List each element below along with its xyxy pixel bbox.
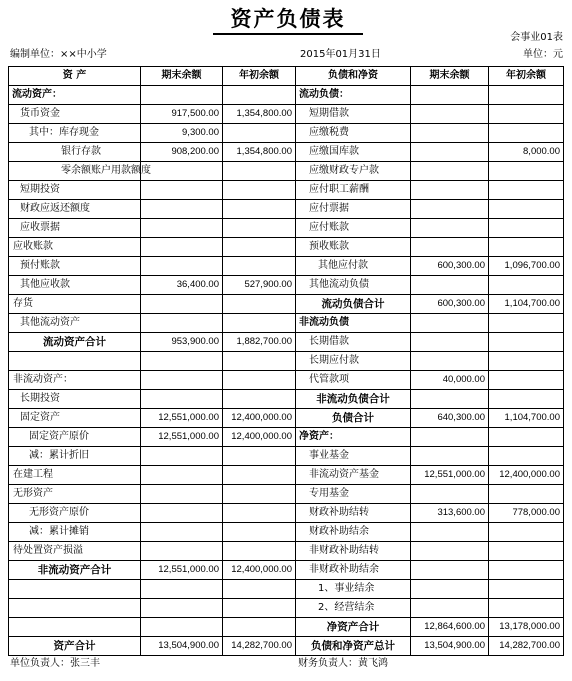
asset-label: 资产合计 — [9, 637, 141, 656]
asset-end-balance — [141, 580, 223, 599]
liability-end-balance — [411, 162, 489, 181]
asset-end-balance — [141, 371, 223, 390]
asset-begin-balance — [223, 314, 296, 333]
liability-end-balance — [411, 428, 489, 447]
table-row — [9, 352, 564, 371]
asset-label: 其他流动资产 — [9, 314, 141, 333]
liability-label: 其他流动负债 — [296, 276, 411, 295]
asset-end-balance — [141, 504, 223, 523]
asset-label: 非流动资产： — [9, 371, 141, 390]
column-header-liability-begin: 年初余额 — [489, 67, 564, 86]
asset-begin-balance: 1,354,800.00 — [223, 143, 296, 162]
asset-begin-balance: 1,882,700.00 — [223, 333, 296, 352]
liability-begin-balance — [489, 542, 564, 561]
liability-begin-balance — [489, 181, 564, 200]
liability-begin-balance — [489, 333, 564, 352]
asset-label: 存货 — [9, 295, 141, 314]
liability-label: 短期借款 — [296, 105, 411, 124]
liability-end-balance — [411, 352, 489, 371]
asset-label: 无形资产原价 — [9, 504, 141, 523]
table-row — [9, 561, 564, 580]
liability-end-balance — [411, 599, 489, 618]
asset-end-balance — [141, 295, 223, 314]
liability-end-balance: 13,504,900.00 — [411, 637, 489, 656]
asset-label: 流动资产合计 — [9, 333, 141, 352]
liability-label: 非财政补助结余 — [296, 561, 411, 580]
asset-end-balance — [141, 466, 223, 485]
liability-begin-balance — [489, 105, 564, 124]
table-row — [9, 333, 564, 352]
asset-label: 应收账款 — [9, 238, 141, 257]
liability-begin-balance — [489, 485, 564, 504]
asset-end-balance — [141, 542, 223, 561]
asset-end-balance: 36,400.00 — [141, 276, 223, 295]
asset-end-balance: 13,504,900.00 — [141, 637, 223, 656]
table-row — [9, 447, 564, 466]
balance-sheet-table — [8, 66, 564, 656]
liability-end-balance: 640,300.00 — [411, 409, 489, 428]
column-header-assets: 资 产 — [9, 67, 141, 86]
liability-label: 应缴国库款 — [296, 143, 411, 162]
liability-begin-balance — [489, 523, 564, 542]
liability-label: 流动负债： — [296, 86, 411, 105]
asset-end-balance — [141, 352, 223, 371]
table-row — [9, 523, 564, 542]
liability-label: 非流动资产基金 — [296, 466, 411, 485]
asset-label: 货币资金 — [9, 105, 141, 124]
asset-begin-balance — [223, 257, 296, 276]
asset-label — [9, 599, 141, 618]
liability-end-balance: 12,551,000.00 — [411, 466, 489, 485]
liability-label: 负债和净资产总计 — [296, 637, 411, 656]
liability-end-balance — [411, 333, 489, 352]
asset-end-balance — [141, 181, 223, 200]
liability-label: 应付职工薪酬 — [296, 181, 411, 200]
liability-label: 非流动负债 — [296, 314, 411, 333]
form-code: 会事业01表 — [510, 32, 563, 43]
liability-label: 非财政补助结转 — [296, 542, 411, 561]
column-header-asset-begin: 年初余额 — [223, 67, 296, 86]
liability-end-balance — [411, 523, 489, 542]
liability-label: 其他应付款 — [296, 257, 411, 276]
asset-label — [9, 352, 141, 371]
report-date: 2015年01月31日 — [300, 49, 381, 60]
table-row — [9, 295, 564, 314]
header-row — [9, 67, 564, 86]
asset-label: 非流动资产合计 — [9, 561, 141, 580]
asset-begin-balance — [223, 447, 296, 466]
liability-label: 财政补助结转 — [296, 504, 411, 523]
asset-end-balance — [141, 200, 223, 219]
asset-begin-balance — [223, 200, 296, 219]
asset-label: 在建工程 — [9, 466, 141, 485]
column-header-liability-end: 期末余额 — [411, 67, 489, 86]
table-row — [9, 390, 564, 409]
liability-begin-balance — [489, 352, 564, 371]
asset-label: 应收票据 — [9, 219, 141, 238]
liability-label: 专用基金 — [296, 485, 411, 504]
liability-begin-balance: 1,104,700.00 — [489, 295, 564, 314]
liability-end-balance — [411, 238, 489, 257]
asset-begin-balance — [223, 86, 296, 105]
asset-end-balance — [141, 86, 223, 105]
asset-begin-balance: 12,400,000.00 — [223, 409, 296, 428]
asset-label: 固定资产 — [9, 409, 141, 428]
asset-label — [9, 618, 141, 637]
liability-begin-balance: 8,000.00 — [489, 143, 564, 162]
liability-begin-balance — [489, 314, 564, 333]
asset-end-balance — [141, 390, 223, 409]
asset-end-balance — [141, 257, 223, 276]
asset-begin-balance — [223, 504, 296, 523]
asset-begin-balance — [223, 580, 296, 599]
asset-begin-balance: 12,400,000.00 — [223, 428, 296, 447]
liability-end-balance — [411, 561, 489, 580]
liability-end-balance — [411, 105, 489, 124]
liability-end-balance — [411, 447, 489, 466]
liability-label: 负债合计 — [296, 409, 411, 428]
asset-begin-balance: 12,400,000.00 — [223, 561, 296, 580]
asset-begin-balance — [223, 238, 296, 257]
asset-label: 财政应返还额度 — [9, 200, 141, 219]
asset-end-balance — [141, 238, 223, 257]
asset-end-balance: 9,300.00 — [141, 124, 223, 143]
asset-label: 短期投资 — [9, 181, 141, 200]
table-body — [9, 86, 564, 656]
asset-end-balance: 12,551,000.00 — [141, 409, 223, 428]
liability-end-balance: 600,300.00 — [411, 295, 489, 314]
liability-label: 应缴税费 — [296, 124, 411, 143]
asset-begin-balance — [223, 523, 296, 542]
asset-begin-balance — [223, 295, 296, 314]
table-row — [9, 219, 564, 238]
asset-begin-balance — [223, 219, 296, 238]
asset-label: 其中：库存现金 — [9, 124, 141, 143]
table-row — [9, 276, 564, 295]
preparer-label: 编制单位：××中小学 — [10, 49, 107, 60]
finance-head-signature: 财务负责人：黄飞鸿 — [298, 658, 388, 669]
asset-end-balance: 953,900.00 — [141, 333, 223, 352]
liability-end-balance — [411, 314, 489, 333]
liability-label: 代管款项 — [296, 371, 411, 390]
liability-begin-balance — [489, 200, 564, 219]
liability-label: 长期借款 — [296, 333, 411, 352]
liability-end-balance — [411, 542, 489, 561]
asset-label: 预付账款 — [9, 257, 141, 276]
liability-end-balance — [411, 580, 489, 599]
table-row — [9, 162, 564, 181]
asset-begin-balance — [223, 124, 296, 143]
liability-begin-balance — [489, 371, 564, 390]
liability-end-balance — [411, 219, 489, 238]
asset-end-balance — [141, 599, 223, 618]
liability-begin-balance — [489, 580, 564, 599]
liability-label: 事业基金 — [296, 447, 411, 466]
liability-end-balance — [411, 86, 489, 105]
asset-end-balance — [141, 447, 223, 466]
asset-end-balance — [141, 314, 223, 333]
liability-begin-balance: 12,400,000.00 — [489, 466, 564, 485]
liability-begin-balance: 14,282,700.00 — [489, 637, 564, 656]
liability-label: 应付账款 — [296, 219, 411, 238]
asset-label: 银行存款 — [9, 143, 141, 162]
liability-begin-balance — [489, 162, 564, 181]
liability-begin-balance — [489, 124, 564, 143]
liability-label: 长期应付款 — [296, 352, 411, 371]
asset-begin-balance — [223, 542, 296, 561]
liability-begin-balance — [489, 86, 564, 105]
asset-begin-balance — [223, 599, 296, 618]
asset-begin-balance — [223, 162, 296, 181]
page-title: 资产负债表 — [213, 6, 363, 35]
table-row — [9, 257, 564, 276]
liability-end-balance — [411, 276, 489, 295]
asset-begin-balance: 14,282,700.00 — [223, 637, 296, 656]
column-header-liabilities: 负债和净资 — [296, 67, 411, 86]
asset-begin-balance — [223, 485, 296, 504]
liability-label: 应付票据 — [296, 200, 411, 219]
liability-end-balance: 40,000.00 — [411, 371, 489, 390]
asset-label — [9, 580, 141, 599]
asset-begin-balance — [223, 466, 296, 485]
liability-label: 流动负债合计 — [296, 295, 411, 314]
table-row — [9, 409, 564, 428]
table-row — [9, 314, 564, 333]
asset-end-balance — [141, 523, 223, 542]
table-row — [9, 143, 564, 162]
liability-end-balance — [411, 200, 489, 219]
asset-label: 长期投资 — [9, 390, 141, 409]
table-row — [9, 105, 564, 124]
liability-label: 净资产： — [296, 428, 411, 447]
currency-unit: 单位：元 — [523, 49, 563, 60]
liability-label: 净资产合计 — [296, 618, 411, 637]
unit-head-signature: 单位负责人：张三丰 — [10, 658, 100, 669]
asset-begin-balance — [223, 371, 296, 390]
column-header-asset-end: 期末余额 — [141, 67, 223, 86]
liability-begin-balance: 1,104,700.00 — [489, 409, 564, 428]
liability-label: 1、事业结余 — [296, 580, 411, 599]
asset-end-balance — [141, 162, 223, 181]
liability-begin-balance — [489, 276, 564, 295]
asset-label: 减：累计折旧 — [9, 447, 141, 466]
asset-end-balance: 908,200.00 — [141, 143, 223, 162]
asset-end-balance — [141, 618, 223, 637]
table-row — [9, 428, 564, 447]
liability-begin-balance — [489, 561, 564, 580]
asset-begin-balance: 527,900.00 — [223, 276, 296, 295]
table-row — [9, 599, 564, 618]
asset-label: 减：累计摊销 — [9, 523, 141, 542]
liability-begin-balance — [489, 447, 564, 466]
liability-label: 财政补助结余 — [296, 523, 411, 542]
table-row — [9, 504, 564, 523]
asset-label: 其他应收款 — [9, 276, 141, 295]
liability-begin-balance — [489, 390, 564, 409]
table-row — [9, 200, 564, 219]
liability-label: 2、经营结余 — [296, 599, 411, 618]
asset-end-balance: 12,551,000.00 — [141, 428, 223, 447]
liability-label: 预收账款 — [296, 238, 411, 257]
liability-end-balance: 600,300.00 — [411, 257, 489, 276]
table-row — [9, 637, 564, 656]
table-row — [9, 466, 564, 485]
table-row — [9, 618, 564, 637]
liability-end-balance: 313,600.00 — [411, 504, 489, 523]
liability-begin-balance: 13,178,000.00 — [489, 618, 564, 637]
table-row — [9, 124, 564, 143]
asset-end-balance — [141, 219, 223, 238]
liability-begin-balance — [489, 238, 564, 257]
table-row — [9, 542, 564, 561]
asset-label: 待处置资产损溢 — [9, 542, 141, 561]
table-row — [9, 238, 564, 257]
liability-begin-balance: 1,096,700.00 — [489, 257, 564, 276]
liability-begin-balance — [489, 428, 564, 447]
table-row — [9, 485, 564, 504]
asset-label: 无形资产 — [9, 485, 141, 504]
liability-begin-balance — [489, 219, 564, 238]
asset-label: 固定资产原价 — [9, 428, 141, 447]
asset-end-balance — [141, 485, 223, 504]
liability-begin-balance: 778,000.00 — [489, 504, 564, 523]
liability-label: 应缴财政专户款 — [296, 162, 411, 181]
liability-end-balance — [411, 485, 489, 504]
liability-end-balance — [411, 181, 489, 200]
asset-begin-balance — [223, 390, 296, 409]
asset-begin-balance — [223, 618, 296, 637]
table-row — [9, 580, 564, 599]
liability-end-balance — [411, 124, 489, 143]
asset-end-balance: 917,500.00 — [141, 105, 223, 124]
asset-begin-balance — [223, 352, 296, 371]
liability-end-balance — [411, 143, 489, 162]
liability-end-balance: 12,864,600.00 — [411, 618, 489, 637]
table-row — [9, 371, 564, 390]
asset-begin-balance: 1,354,800.00 — [223, 105, 296, 124]
asset-begin-balance — [223, 181, 296, 200]
asset-label: 零余额账户用款额度 — [9, 162, 141, 181]
asset-end-balance: 12,551,000.00 — [141, 561, 223, 580]
liability-begin-balance — [489, 599, 564, 618]
table-row — [9, 181, 564, 200]
liability-end-balance — [411, 390, 489, 409]
table-row — [9, 86, 564, 105]
asset-label: 流动资产： — [9, 86, 141, 105]
liability-label: 非流动负债合计 — [296, 390, 411, 409]
